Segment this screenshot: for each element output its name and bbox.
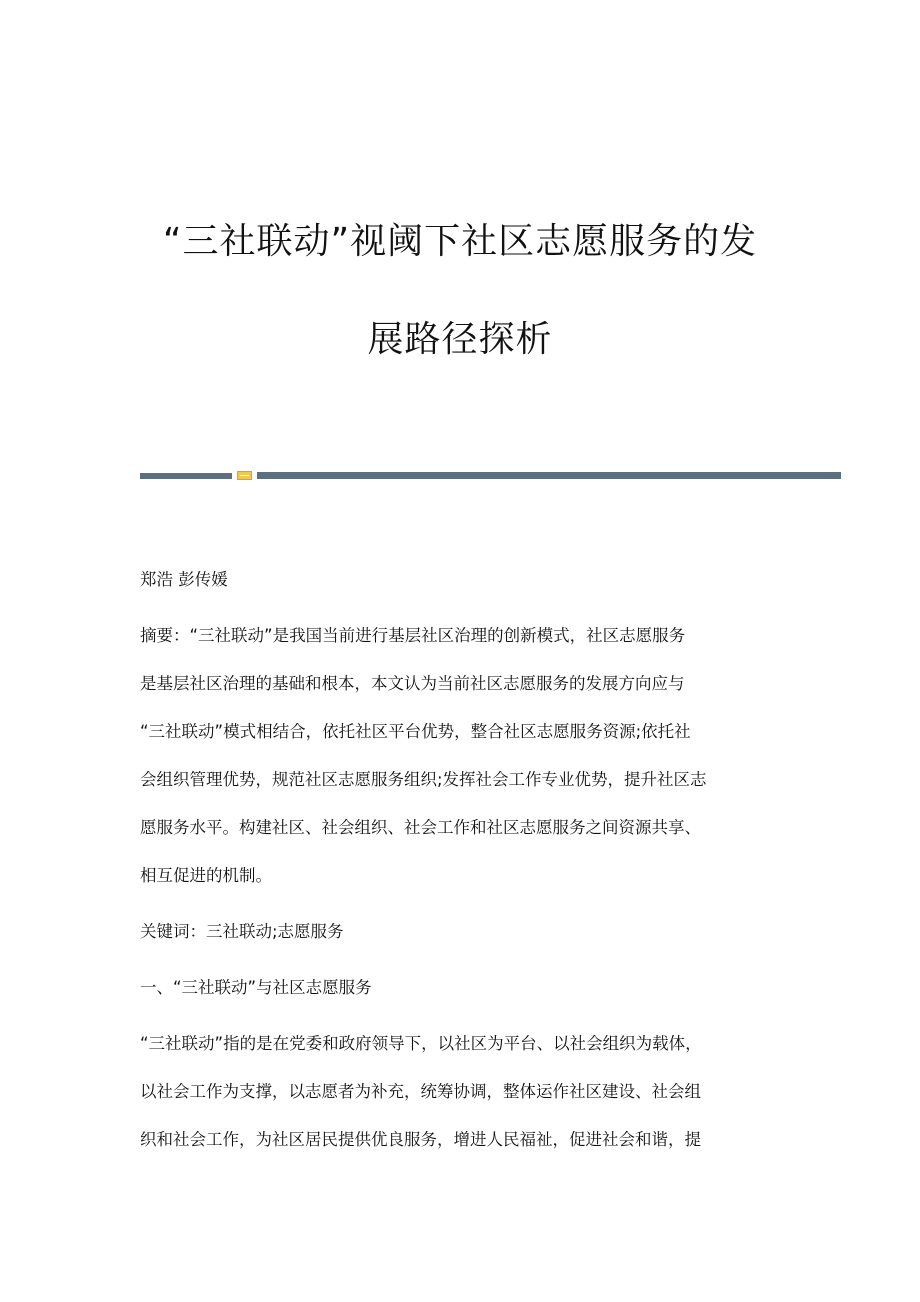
divider-bar-left: [140, 473, 232, 479]
title-divider: [140, 471, 841, 481]
divider-bar-right: [257, 472, 841, 479]
body-line-1: “三社联动”指的是在党委和政府领导下，以社区为平台、以社会组织为载体，: [140, 1034, 702, 1053]
keywords: 关键词：三社联动;志愿服务: [140, 922, 344, 941]
abstract-line-2: 是基层社区治理的基础和根本，本文认为当前社区志愿服务的发展方向应与: [140, 674, 685, 693]
document-title-line-1: “三社联动”视阈下社区志愿服务的发: [162, 221, 758, 262]
abstract-line-4: 会组织管理优势，规范社区志愿服务组织;发挥社会工作专业优势，提升社区志: [140, 770, 707, 789]
divider-emblem-icon: [237, 471, 252, 480]
body-line-2: 以社会工作为支撑，以志愿者为补充，统筹协调，整体运作社区建设、社会组: [140, 1082, 701, 1101]
abstract-line-1: 摘要：“三社联动”是我国当前进行基层社区治理的创新模式，社区志愿服务: [140, 626, 686, 645]
abstract-line-3: “三社联动”模式相结合，依托社区平台优势，整合社区志愿服务资源;依托社: [140, 722, 691, 741]
authors: 郑浩 彭传媛: [140, 570, 228, 589]
document-title-line-2: 展路径探析: [367, 319, 553, 360]
body-line-3: 织和社会工作，为社区居民提供优良服务，增进人民福祉，促进社会和谐，提: [140, 1130, 701, 1149]
section-heading: 一、“三社联动”与社区志愿服务: [140, 978, 372, 997]
abstract-line-6: 相互促进的机制。: [140, 866, 272, 885]
abstract-line-5: 愿服务水平。构建社区、社会组织、社会工作和社区志愿服务之间资源共享、: [140, 818, 701, 837]
